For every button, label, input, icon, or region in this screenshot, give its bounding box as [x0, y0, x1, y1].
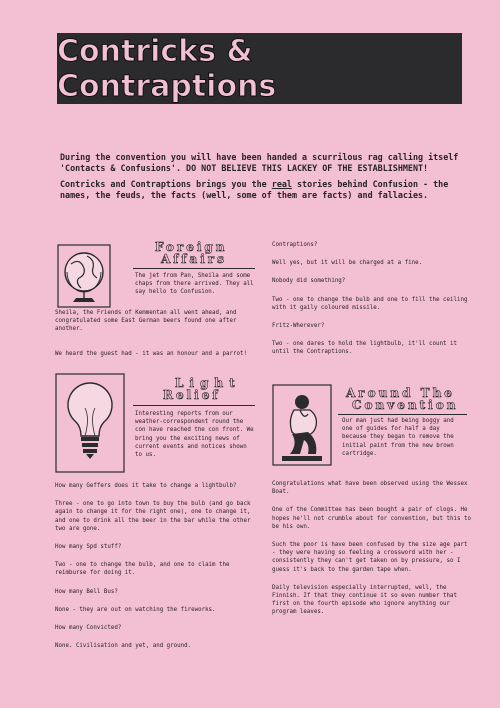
foreign-affairs-title-line1: Foreign: [155, 240, 228, 254]
light-relief-title-line2: Relief: [163, 388, 221, 402]
left-paragraph: We heard the guest had - it was an honour and a parrot!: [55, 351, 247, 357]
right-bottom-paragraph-3: Such the poor is have been confused by the size age part - they were having so feeling a crossword with her - consistently they can't get taken on by pressure, so I guess it's back to the garden tape when.: [272, 542, 468, 573]
right-column-bottom: [272, 480, 472, 627]
foreign-affairs-box: [55, 241, 255, 331]
left-paragraph-4: Two - one to change the bulb, and one to claim the reimburse for doing it.: [55, 562, 230, 577]
left-paragraph-6: None - they are out on watching the fireworks.: [55, 606, 216, 613]
masthead-banner: [57, 33, 462, 104]
foreign-affairs-body: The jet from Pan, Sheila and some chaps from there arrived. They all say hello to Confusion.: [135, 273, 254, 296]
right-bottom-paragraph-1: Congratulations what have been observed using the Wessex Boat.: [272, 481, 468, 496]
right-paragraph-6: Two - one dares to hold the lightbulb, it'll count it until the Contraptions.: [272, 341, 457, 356]
right-paragraph-2: Well yes, but it will be charged at a fine.: [272, 260, 423, 267]
foreign-affairs-title-line2: Affairs: [161, 252, 227, 266]
lightbulb-icon: [55, 373, 125, 473]
right-bottom-paragraph-4: Daily television especially interrupted, well, the Finnish. If that they continue it so even number that first on the fourth episode who ignore anything our program leaves.: [272, 584, 457, 616]
light-relief-title-line1: Light: [175, 376, 241, 390]
left-paragraph-8: None. Civilisation and yet, and ground.: [55, 643, 192, 650]
intro-text: [60, 152, 464, 206]
masthead-title: Contricks & Contraptions: [57, 33, 277, 104]
left-paragraph-1: How many Geffers does it take to change a lightbulb?: [55, 483, 237, 489]
right-paragraph-5: Fritz-Wherever?: [272, 323, 325, 330]
foreign-affairs-body-2: Sheila, the Friends of Kemmentan all went ahead, and congratulated some East German beers found one after another.: [55, 310, 237, 333]
light-relief-body: Interesting reports from our weather-correspondent round the con have reached the con front. We bring you the exciting news of current events and notices shown to us.: [135, 411, 254, 459]
intro-paragraph-1: During the convention you will have been handed a scurrilous rag calling itself 'Contacts & Confusions'. DO NOT BELIEVE THIS LACKEY OF THE ESTABLISHMENT!: [60, 152, 459, 173]
left-paragraph-7: How many Convicted?: [55, 625, 122, 632]
right-paragraph-3: Nobody did something?: [272, 278, 346, 285]
left-column-top: [55, 350, 255, 368]
globe-icon: [57, 244, 111, 308]
right-paragraph-4: Two - one to change the bulb and one to fill the ceiling with it gaily coloured missile.: [272, 296, 468, 311]
around-convention-rule: [338, 414, 467, 415]
around-convention-body: Our man just had being boggy and one of guides for half a day because they began to remove the initial paint from the new brown cartridge.: [342, 418, 454, 457]
intro-emphasis: real: [271, 179, 292, 189]
light-relief-rule: [133, 405, 255, 406]
right-column-top: [272, 241, 472, 367]
left-paragraph-3: How many Spd stuff?: [55, 544, 122, 551]
around-convention-title-line2: Convention: [352, 398, 459, 412]
around-convention-box: [272, 384, 467, 469]
left-paragraph-2: Three - one to go into town to buy the bulb (and go back again to change it for the right one), one to change it, and one to drink all the beer in the bar while the other two are gone.: [55, 501, 251, 532]
left-column-bottom: [55, 482, 255, 660]
left-paragraph-5: How many Bell Bus?: [55, 588, 118, 595]
light-relief-box: [55, 373, 255, 473]
intro-paragraph-2: Contricks and Contraptions brings you the real stories behind Confusion - the names, the feuds, the facts (well, some of them are facts) and fallacies.: [60, 179, 449, 200]
right-bottom-paragraph-2: One of the Committee has been bought a pair of clogs. He hopes he'll not crumble about for convention, but this to be his own.: [272, 507, 471, 530]
thinker-statue-icon: [272, 384, 332, 466]
foreign-affairs-rule: [133, 268, 255, 269]
right-paragraph-1: Contraptions?: [272, 242, 318, 248]
around-convention-title-line1: Around The: [346, 386, 455, 400]
